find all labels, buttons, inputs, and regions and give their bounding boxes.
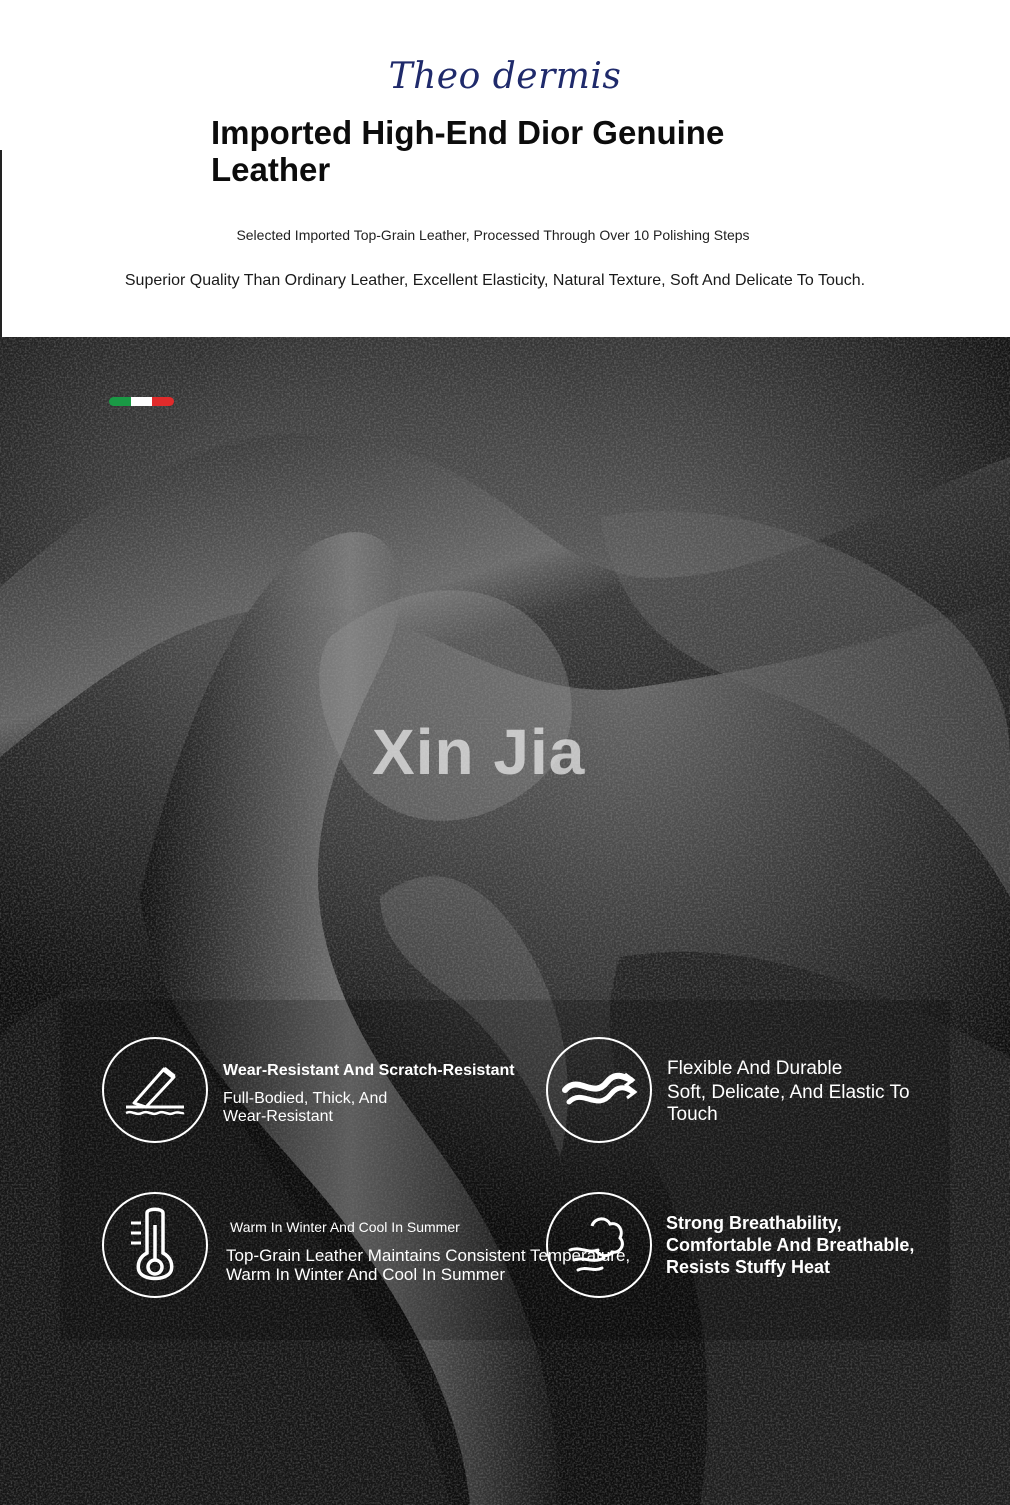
page-tagline: Superior Quality Than Ordinary Leather, Excellent Elasticity, Natural Texture, Soft And Delicate To Touch. bbox=[124, 272, 866, 289]
page-title: Imported High-End Dior Genuine Leather bbox=[211, 114, 725, 188]
left-rule-divider bbox=[0, 150, 2, 337]
header-section bbox=[0, 0, 1010, 337]
leather-hero-image bbox=[0, 337, 1010, 1505]
flag-white-stripe bbox=[131, 397, 153, 406]
italian-flag-badge bbox=[109, 397, 174, 406]
feature-icon-circle bbox=[102, 1037, 208, 1143]
brand-script-logo: Theo dermis bbox=[388, 56, 622, 97]
feature-flexible-durable bbox=[667, 1057, 947, 1126]
feature-icon-circle bbox=[102, 1192, 208, 1298]
feature-wear-resistant bbox=[223, 1061, 543, 1126]
flag-green-stripe bbox=[109, 397, 131, 406]
feature-icon-circle bbox=[546, 1037, 652, 1143]
feature-body: Soft, Delicate, And Elastic To Touch bbox=[667, 1082, 910, 1125]
features-panel bbox=[60, 1000, 950, 1340]
flexible-waves-icon bbox=[559, 1060, 639, 1120]
thermometer-icon bbox=[125, 1205, 185, 1285]
feature-title: Wear-Resistant And Scratch-Resistant bbox=[223, 1062, 515, 1079]
brand-watermark: Xin Jia bbox=[372, 716, 586, 788]
feature-title: Warm In Winter And Cool In Summer bbox=[230, 1219, 460, 1235]
page-subtitle: Selected Imported Top-Grain Leather, Processed Through Over 10 Polishing Steps bbox=[236, 227, 750, 243]
flag-red-stripe bbox=[152, 397, 174, 406]
feature-body: Top-Grain Leather Maintains Consistent Temperature, Warm In Winter And Cool In Summer bbox=[226, 1246, 631, 1284]
scratch-resistant-icon bbox=[120, 1055, 190, 1125]
feature-body: Full-Bodied, Thick, And Wear-Resistant bbox=[223, 1090, 388, 1125]
feature-title: Flexible And Durable bbox=[667, 1058, 843, 1079]
feature-icon-circle bbox=[546, 1192, 652, 1298]
feature-body: Strong Breathability, Comfortable And Breathable, Resists Stuffy Heat bbox=[666, 1213, 915, 1277]
feature-breathability bbox=[666, 1212, 956, 1278]
breathable-wind-icon bbox=[564, 1210, 634, 1280]
